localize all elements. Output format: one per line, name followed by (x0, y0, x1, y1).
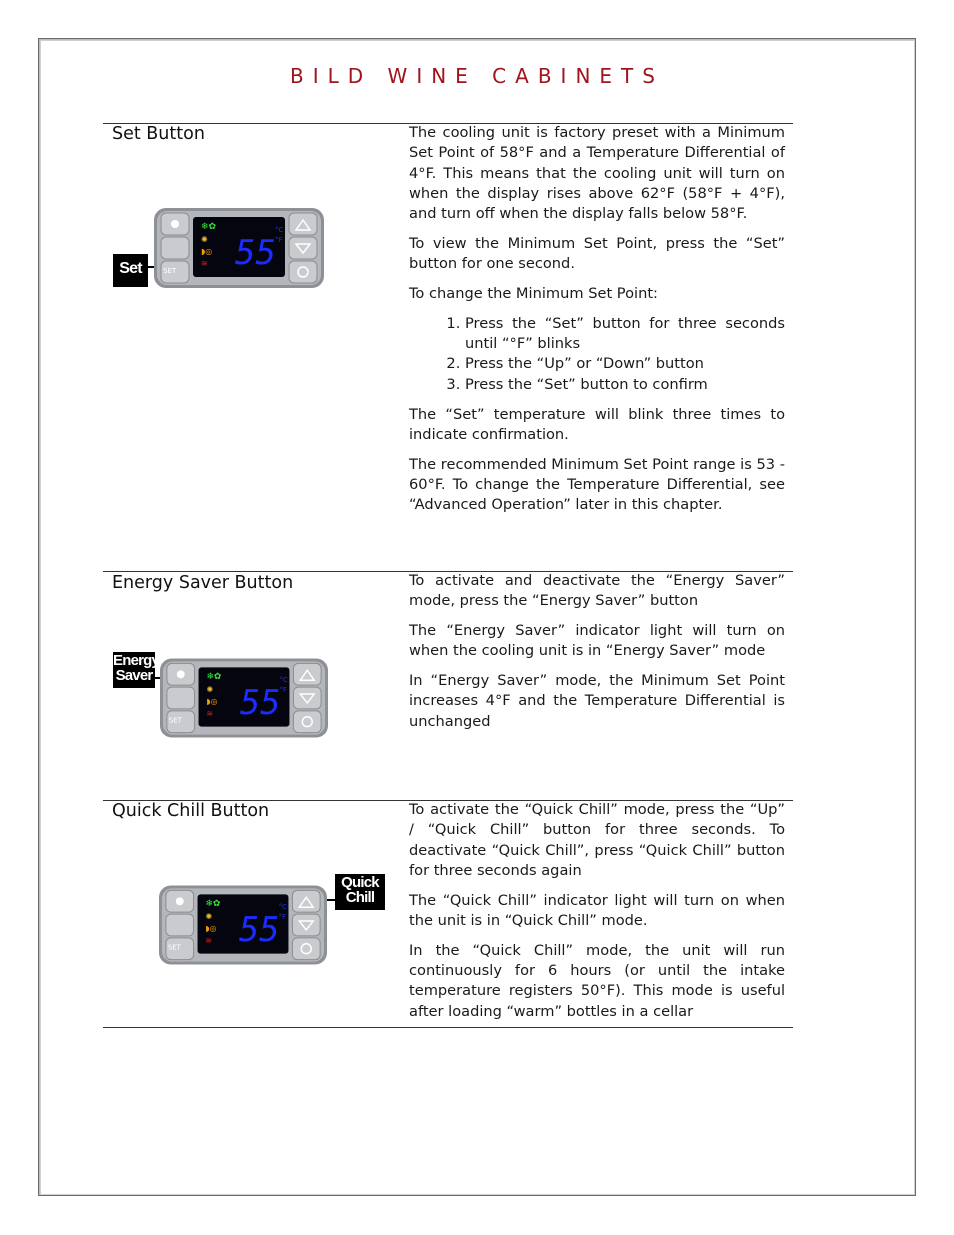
section-heading-quick-chill: Quick Chill Button (112, 801, 270, 821)
callout-line: Chill (345, 889, 375, 906)
paragraph: To change the Minimum Set Point: (409, 285, 658, 303)
energy-saver-icon (176, 897, 184, 905)
section-text-quick-chill (409, 800, 785, 1031)
celsius-indicator: °C (278, 903, 287, 912)
heat-indicator-icon: ≋ (206, 708, 214, 718)
temperature-display: 55 (240, 682, 281, 722)
paragraph: The “Set” temperature will blink three times to indicate confirmation. (409, 405, 785, 443)
callout-set: Set (113, 254, 148, 287)
list-item: 1. Press the “Set” button for three seconds until “°F” blinks (465, 314, 785, 355)
heat-indicator-icon: ≋ (205, 935, 213, 945)
celsius-indicator: °C (279, 676, 288, 685)
list-item: 2. Press the “Up” or “Down” button (465, 354, 785, 374)
section-heading-set: Set Button (112, 124, 205, 144)
paragraph: To view the Minimum Set Point, press the “Set” button for one second. (409, 234, 785, 273)
controller-image-energy-saver (159, 657, 329, 739)
set-button-label: SET (168, 716, 182, 725)
snowflake-icon: ❄✿ (205, 899, 221, 910)
paragraph: In “Energy Saver” mode, the Minimum Set Point increases 4°F and the Temperature Differential is unchanged (409, 672, 785, 730)
fahrenheit-indicator: °F (278, 913, 287, 922)
callout-line: Quick (341, 874, 379, 891)
quick-chill-indicator-icon: ◗◎ (205, 923, 217, 933)
energy-saver-icon (177, 670, 185, 678)
page-title: BILD WINE CABINETS (290, 64, 664, 88)
steps-list (409, 314, 785, 395)
celsius-indicator: °C (275, 226, 284, 234)
callout-line: Saver (115, 667, 153, 684)
fan-icon: ✺ (205, 912, 213, 922)
fan-icon: ✺ (201, 235, 208, 244)
heat-indicator-icon: ≋ (201, 259, 208, 268)
quick-chill-indicator-icon: ◗◎ (201, 247, 213, 256)
quick-chill-indicator-icon: ◗◎ (206, 696, 218, 706)
snowflake-icon: ❄✿ (206, 672, 222, 683)
paragraph: The recommended Minimum Set Point range is 53 - 60°F. To change the Temperature Differential, see “Advanced Operation” later in this chapter. (409, 455, 785, 514)
fahrenheit-indicator: °F (279, 686, 288, 695)
section-divider (103, 1027, 793, 1028)
callout-quick-chill (335, 874, 385, 910)
temperature-display: 55 (235, 233, 276, 273)
list-item: 3. Press the “Set” button to confirm (465, 375, 785, 395)
paragraph: In the “Quick Chill” mode, the unit will run continuously for 6 hours (or until the intake temperature registers 50°F). This mode is useful after loading “warm” bottles in a cellar (409, 941, 785, 1020)
snowflake-icon: ❄✿ (201, 222, 217, 232)
paragraph: The “Quick Chill” indicator light will turn on when the unit is in “Quick Chill” mode. (409, 891, 785, 929)
paragraph: To activate the “Quick Chill” mode, press the “Up” / “Quick Chill” button for three seconds. To deactivate “Quick Chill”, press “Quick Chill” button for three seconds again (409, 801, 785, 879)
fahrenheit-indicator: °F (275, 236, 283, 244)
controller-image-quick-chill (158, 884, 328, 966)
callout-energy-saver (113, 652, 160, 688)
paragraph: The cooling unit is factory preset with a Minimum Set Point of 58°F and a Temperature Differential of 4°F. This means that the cooling unit will turn on when the display rises above 62°F (58°F + 4°F), and turn off when the display falls below 58°F. (409, 124, 785, 223)
section-text-set (409, 123, 785, 525)
energy-saver-icon (171, 220, 179, 228)
fan-icon: ✺ (206, 685, 214, 695)
callout-line: Energy (113, 652, 160, 669)
section-heading-energy-saver: Energy Saver Button (112, 573, 294, 593)
set-button-label: SET (167, 943, 181, 952)
paragraph: To activate and deactivate the “Energy Saver” mode, press the “Energy Saver” button (409, 572, 785, 610)
section-text-energy-saver (409, 571, 785, 742)
controller-image-set (153, 207, 325, 289)
set-button-label: SET (163, 267, 177, 275)
temperature-display: 55 (239, 909, 280, 949)
paragraph: The “Energy Saver” indicator light will turn on when the cooling unit is in “Energy Saver” mode (409, 622, 785, 660)
